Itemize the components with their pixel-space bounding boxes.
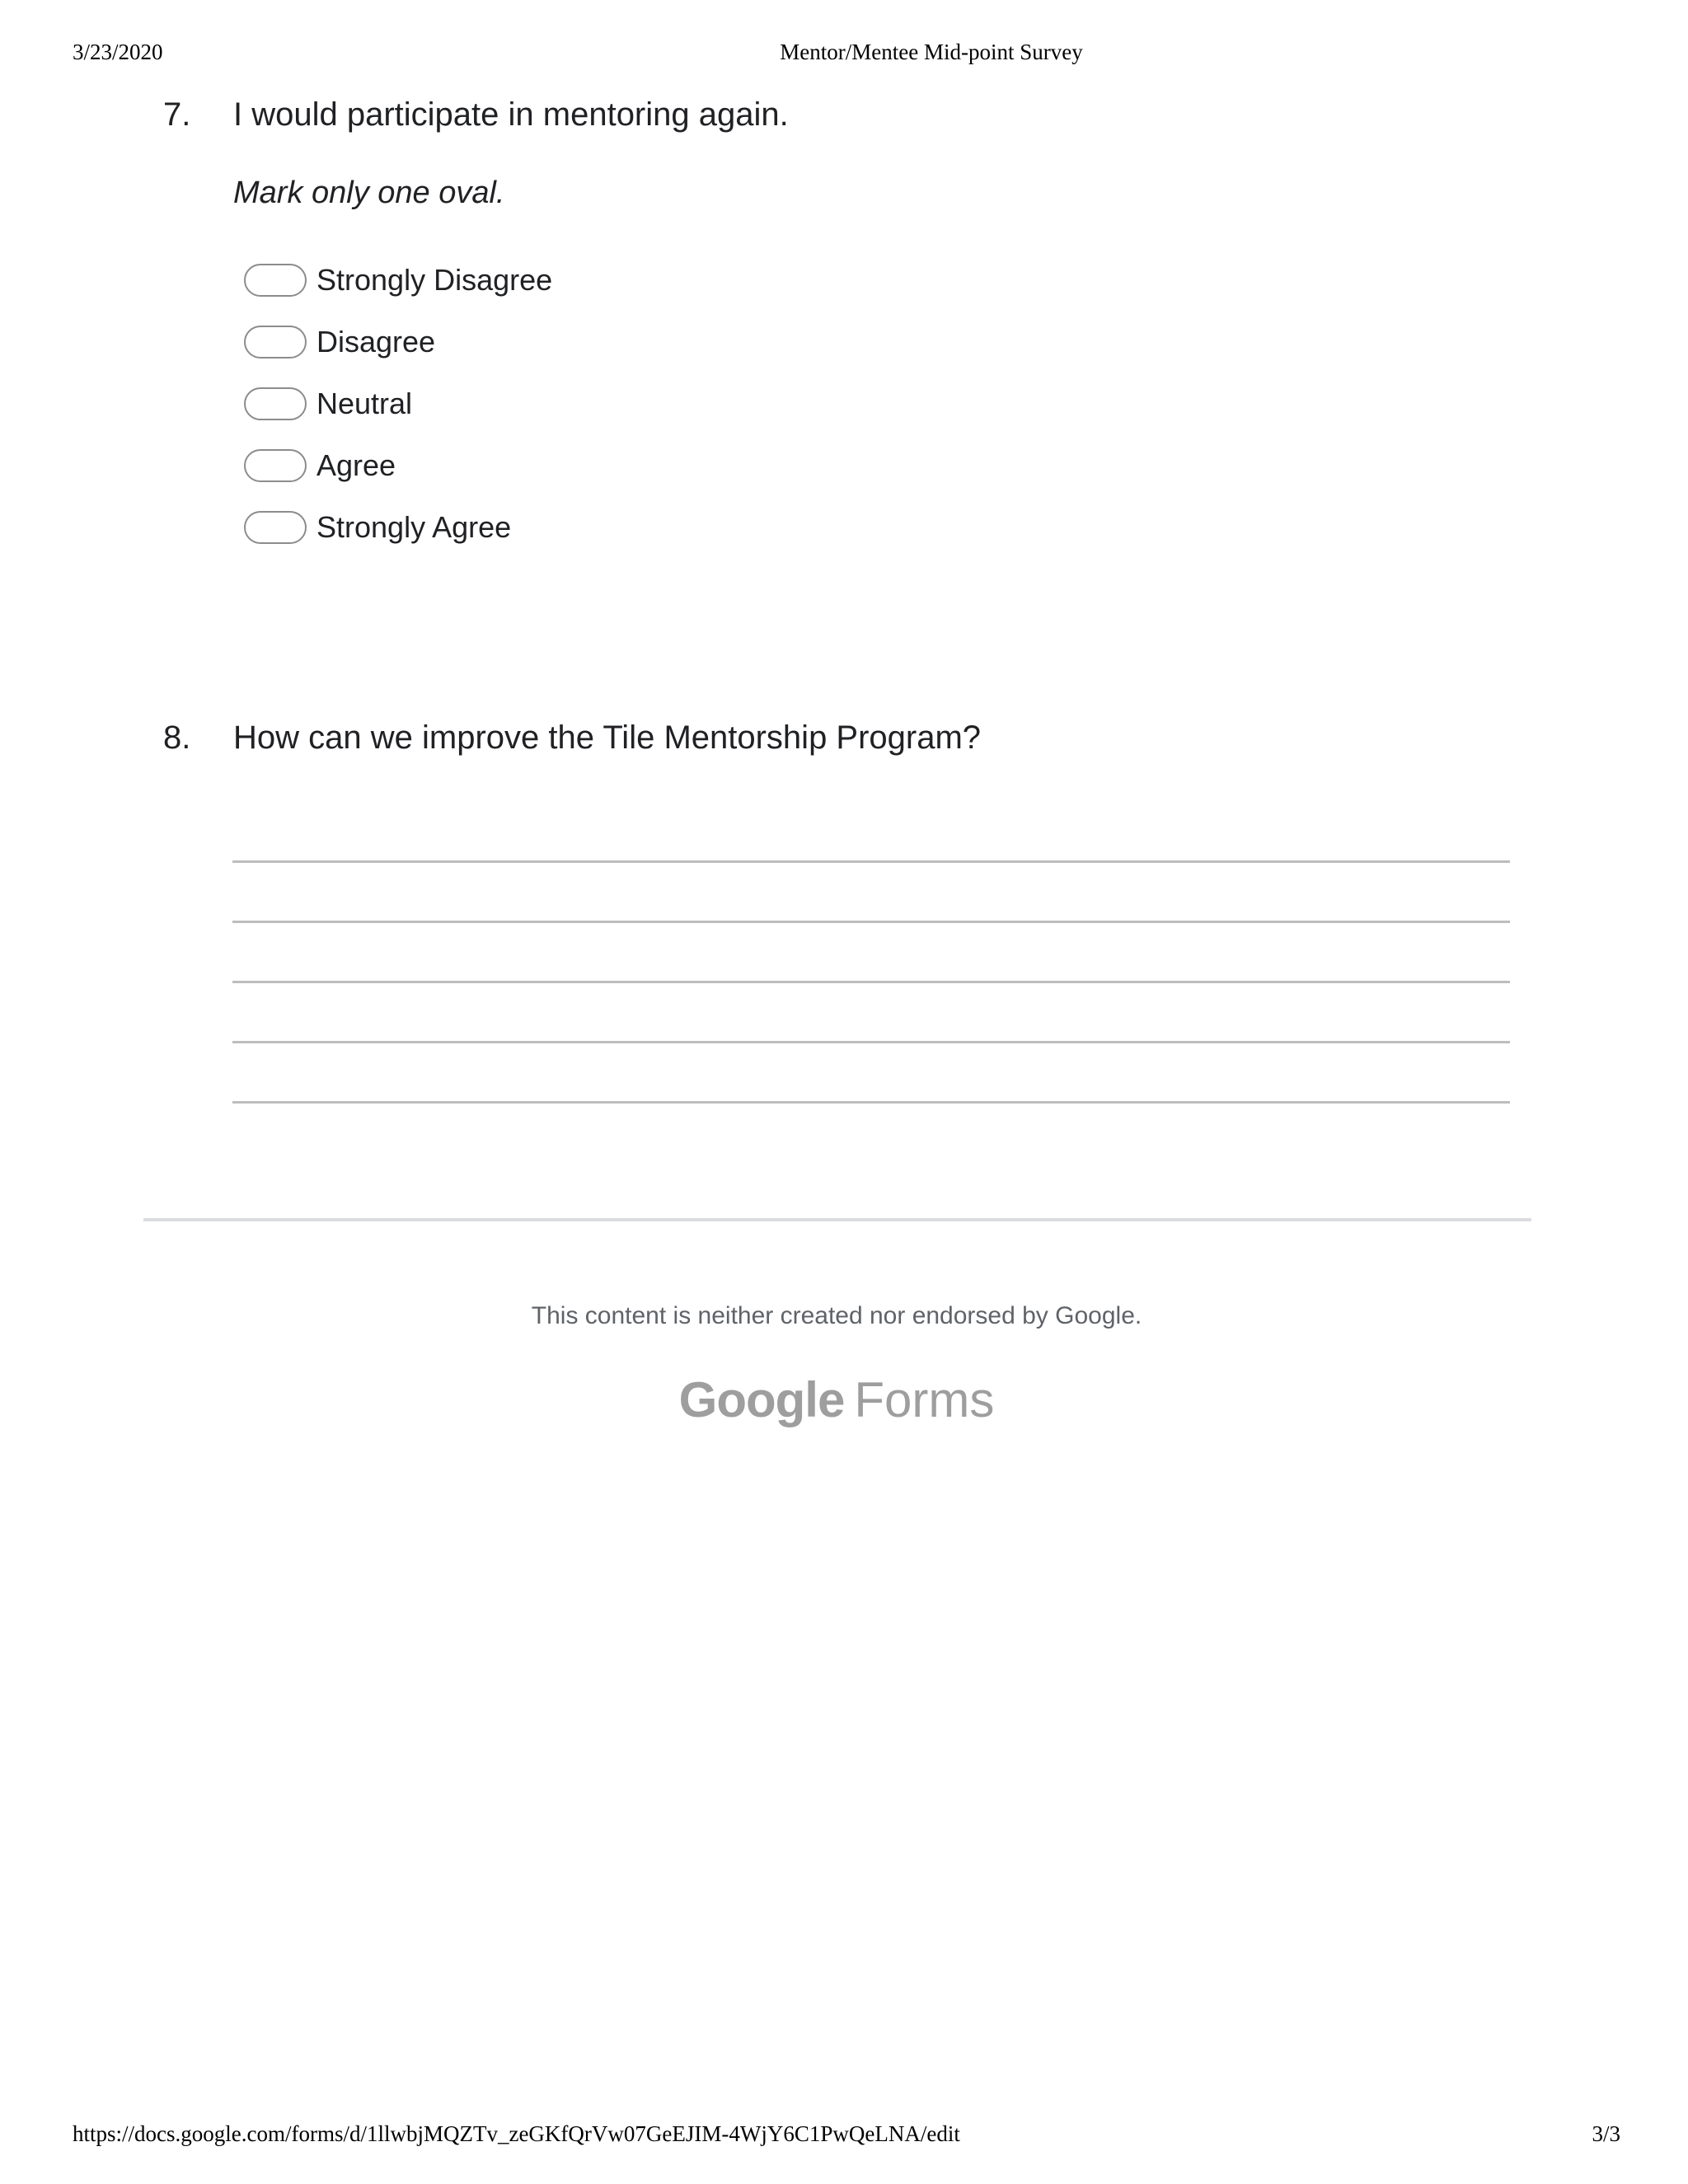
question-number: 7. xyxy=(163,96,191,133)
radio-oval[interactable] xyxy=(244,387,307,420)
question-text: How can we improve the Tile Mentorship Program? xyxy=(233,719,982,756)
answer-line[interactable] xyxy=(232,1041,1510,1043)
page-number: 3/3 xyxy=(1592,2121,1620,2146)
print-date: 3/23/2020 xyxy=(73,40,163,64)
answer-line[interactable] xyxy=(232,981,1510,983)
radio-oval[interactable] xyxy=(244,511,307,544)
disclaimer-text: This content is neither created nor endorsed by Google. xyxy=(531,1302,1142,1329)
option-label: Strongly Disagree xyxy=(316,263,553,297)
logo-forms-wordmark: Forms xyxy=(854,1372,995,1427)
question-number: 8. xyxy=(163,719,191,756)
option-agree[interactable] xyxy=(244,448,396,484)
option-label: Strongly Agree xyxy=(316,510,512,544)
radio-oval[interactable] xyxy=(244,264,307,297)
question-instruction: Mark only one oval. xyxy=(233,176,505,210)
option-neutral[interactable] xyxy=(244,386,412,422)
answer-line[interactable] xyxy=(232,1101,1510,1104)
document-title: Mentor/Mentee Mid-point Survey xyxy=(780,40,1083,64)
option-label: Neutral xyxy=(316,387,413,420)
print-footer xyxy=(0,2121,1688,2154)
radio-oval[interactable] xyxy=(244,449,307,482)
question-text: I would participate in mentoring again. xyxy=(233,96,789,133)
option-strongly-disagree[interactable] xyxy=(244,262,552,298)
page-url: https://docs.google.com/forms/d/1llwbjMQZTv_zeGKfQrVw07GeEJIM-4WjY6C1PwQeLNA/edit xyxy=(73,2121,960,2146)
logo-google-wordmark: Google xyxy=(678,1372,845,1427)
print-header xyxy=(0,40,1688,73)
option-disagree[interactable] xyxy=(244,324,435,360)
google-forms-logo xyxy=(0,1371,1673,1428)
option-label: Disagree xyxy=(316,325,436,359)
answer-line[interactable] xyxy=(232,860,1510,863)
radio-oval[interactable] xyxy=(244,326,307,359)
option-strongly-agree[interactable] xyxy=(244,509,511,546)
answer-line[interactable] xyxy=(232,921,1510,923)
option-label: Agree xyxy=(316,448,396,482)
section-divider xyxy=(143,1218,1531,1221)
